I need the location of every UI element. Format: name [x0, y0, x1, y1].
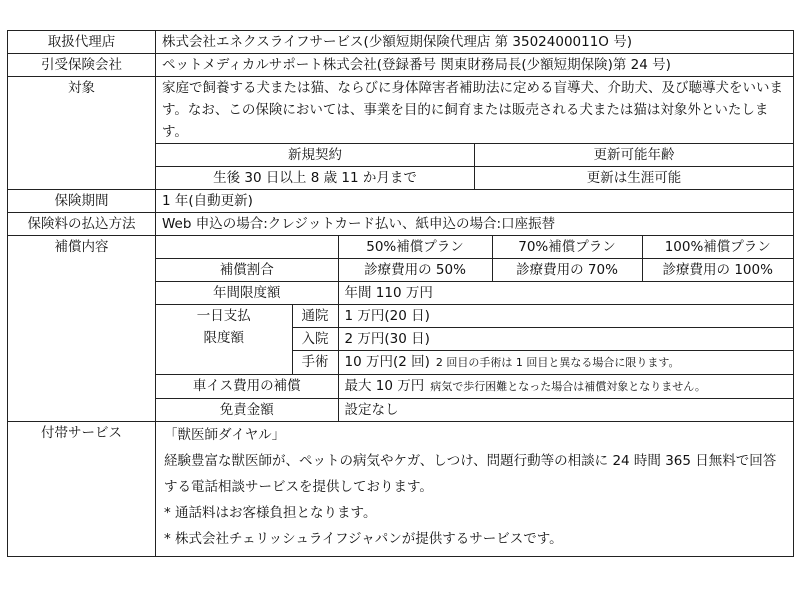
daily-limit-label: [156, 305, 292, 375]
payment-label: 保険料の払込方法: [8, 213, 156, 236]
plan-100-header: 100%補償プラン: [642, 236, 793, 259]
period-label: 保険期間: [8, 190, 156, 213]
row-coverage: [8, 236, 794, 422]
new-contract-value: 生後 30 日以上 8 歳 11 か月まで: [156, 167, 475, 190]
row-insurer: [8, 54, 794, 77]
ratio-label: 補償割合: [156, 259, 338, 282]
service-note-2: * 株式会社チェリッシュライフジャパンが提供するサービスです。: [164, 531, 563, 547]
surgery-label: 手術: [292, 351, 338, 375]
plan-70-header: 70%補償プラン: [492, 236, 642, 259]
ratio-70: 診療費用の 70%: [492, 259, 642, 282]
wheelchair-note: 病気で歩行困難となった場合は補償対象となりません。: [430, 380, 706, 393]
service-content: [156, 422, 794, 557]
row-period: [8, 190, 794, 213]
service-body: 経験豊富な獣医師が、ペットの病気やケガ、しつけ、問題行動等の相談に 24 時間 365 日無料で回答する電話相談サービスを提供しております。: [164, 453, 777, 495]
daily-limit-label-line1: 一日支払: [196, 308, 251, 324]
renewal-header: 更新可能年齢: [475, 144, 794, 167]
annual-limit-value: 年間 110 万円: [338, 282, 793, 305]
payment-value: Web 申込の場合:クレジットカード払い、紙申込の場合:口座振替: [156, 213, 794, 236]
surgery-cell: [338, 351, 793, 375]
deductible-label: 免責金額: [156, 399, 338, 422]
row-payment: [8, 213, 794, 236]
insurance-summary-table: [7, 30, 794, 557]
outpatient-label: 通院: [292, 305, 338, 328]
new-contract-header: 新規契約: [156, 144, 475, 167]
coverage-label: 補償内容: [8, 236, 156, 422]
plan-50-header: 50%補償プラン: [338, 236, 492, 259]
wheelchair-label: 車イス費用の補償: [156, 375, 338, 399]
service-label: 付帯サービス: [8, 422, 156, 557]
service-title: 「獣医師ダイヤル」: [164, 427, 286, 443]
target-text: 家庭で飼養する犬または猫、ならびに身体障害者補助法に定める盲導犬、介助犬、及び聴導犬をいいます。なお、この保険においては、事業を目的に飼育または販売される犬または猫は対象外といたします。: [162, 80, 783, 140]
insurer-value: ペットメディカルサポート株式会社(登録番号 関東財務局長(少額短期保険)第 24 号): [156, 54, 794, 77]
outpatient-value: 1 万円(20 日): [338, 305, 793, 328]
surgery-note: 2 回目の手術は 1 回目と異なる場合に限ります。: [435, 356, 680, 369]
agent-value: 株式会社エネクスライフサービス(少額短期保険代理店 第 3502400011O 号): [156, 31, 794, 54]
wheelchair-value: 最大 10 万円: [344, 378, 425, 394]
period-value: 1 年(自動更新): [156, 190, 794, 213]
service-note-1: * 通話料はお客様負担となります。: [164, 505, 377, 521]
agent-label: 取扱代理店: [8, 31, 156, 54]
surgery-value: 10 万円(2 回): [344, 354, 430, 370]
renewal-value: 更新は生涯可能: [475, 167, 794, 190]
row-target: [8, 77, 794, 190]
annual-limit-label: 年間限度額: [156, 282, 338, 305]
coverage-table: [156, 236, 793, 421]
inpatient-label: 入院: [292, 328, 338, 351]
target-label: 対象: [8, 77, 156, 190]
insurer-label: 引受保険会社: [8, 54, 156, 77]
ratio-50: 診療費用の 50%: [338, 259, 492, 282]
wheelchair-cell: [338, 375, 793, 399]
inpatient-value: 2 万円(30 日): [338, 328, 793, 351]
ratio-100: 診療費用の 100%: [642, 259, 793, 282]
deductible-value: 設定なし: [338, 399, 793, 422]
target-age-table: [156, 143, 793, 189]
row-agent: [8, 31, 794, 54]
daily-limit-label-line2: 限度額: [203, 330, 244, 346]
row-service: [8, 422, 794, 557]
